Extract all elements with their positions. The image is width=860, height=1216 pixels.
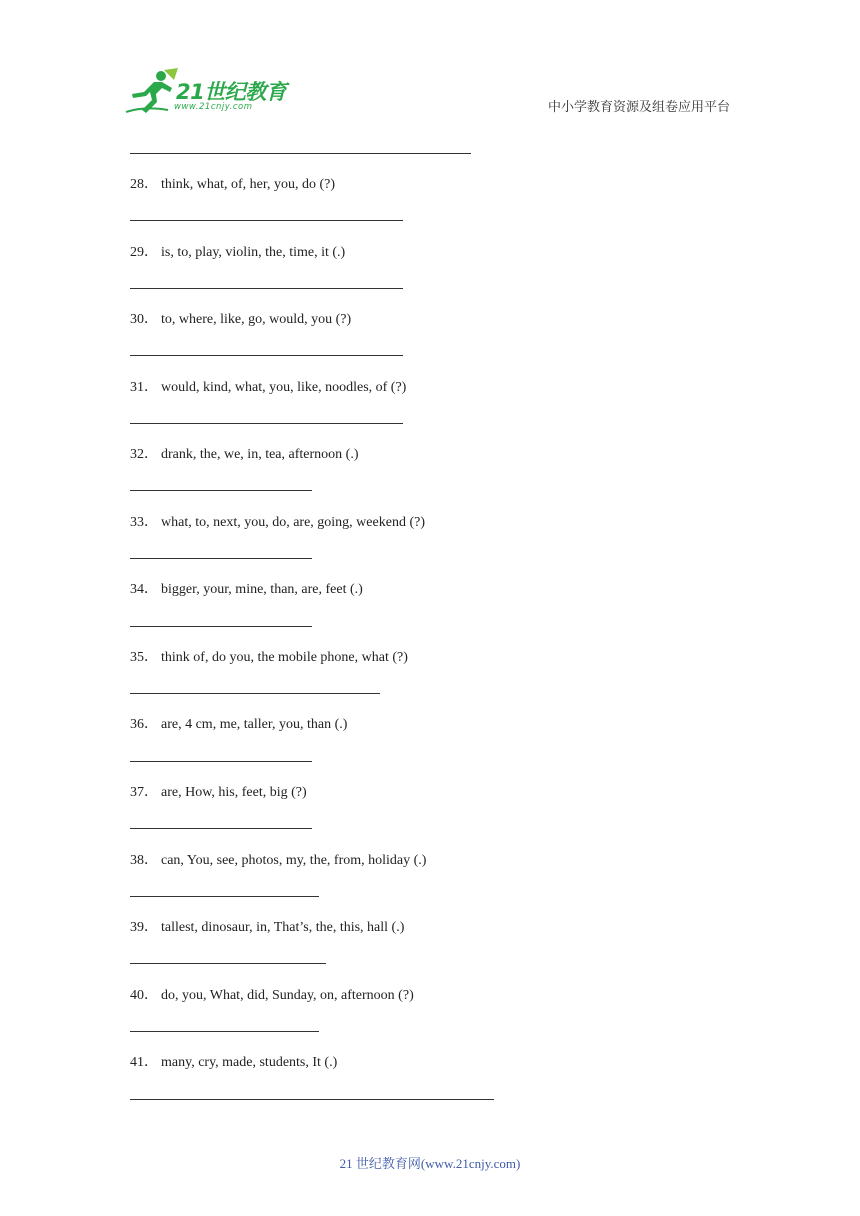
question-28	[130, 173, 335, 193]
question-number: 41．	[130, 1055, 158, 1070]
site-logo[interactable]	[124, 68, 294, 116]
question-number: 34．	[130, 582, 158, 597]
answer-line	[130, 153, 471, 154]
question-text: can, You, see, photos, my, the, from, holiday (.)	[161, 853, 427, 868]
question-number: 40．	[130, 988, 158, 1003]
question-38	[130, 849, 426, 869]
answer-line	[130, 558, 312, 559]
question-text: to, where, like, go, would, you (?)	[161, 312, 352, 327]
question-number: 38．	[130, 853, 158, 868]
answer-line	[130, 355, 403, 356]
question-text: think of, do you, the mobile phone, what (?)	[161, 650, 408, 665]
platform-title: 中小学教育资源及组卷应用平台	[548, 100, 731, 115]
question-35	[130, 646, 408, 666]
answer-line	[130, 1099, 494, 1100]
answer-line	[130, 963, 326, 964]
question-number: 29．	[130, 245, 158, 260]
answer-line	[130, 423, 403, 424]
answer-line	[130, 693, 380, 694]
question-text: is, to, play, violin, the, time, it (.)	[161, 245, 346, 260]
question-33	[130, 511, 425, 531]
page-footer[interactable]: 21 世纪教育网(www.21cnjy.com)	[339, 1156, 521, 1171]
question-number: 32．	[130, 447, 158, 462]
question-32	[130, 443, 358, 463]
logo-name: 21世纪教育	[176, 80, 287, 104]
question-30	[130, 308, 351, 328]
question-text: are, 4 cm, me, taller, you, than (.)	[161, 717, 348, 732]
page-header	[0, 0, 860, 130]
question-number: 35．	[130, 650, 158, 665]
question-34	[130, 578, 363, 598]
question-number: 39．	[130, 920, 158, 935]
answer-line	[130, 828, 312, 829]
question-number: 28．	[130, 177, 158, 192]
answer-line	[130, 220, 403, 221]
question-text: tallest, dinosaur, in, That’s, the, this, hall (.)	[161, 920, 405, 935]
answer-line	[130, 761, 312, 762]
question-40	[130, 984, 414, 1004]
question-text: think, what, of, her, you, do (?)	[161, 177, 336, 192]
question-number: 37．	[130, 785, 158, 800]
question-number: 33．	[130, 515, 158, 530]
question-text: what, to, next, you, do, are, going, weekend (?)	[161, 515, 425, 530]
question-29	[130, 241, 345, 261]
answer-line	[130, 626, 312, 627]
question-39	[130, 916, 404, 936]
question-number: 31．	[130, 380, 158, 395]
question-31	[130, 376, 406, 396]
answer-line	[130, 896, 319, 897]
question-37	[130, 781, 307, 801]
question-text: are, How, his, feet, big (?)	[161, 785, 307, 800]
answer-line	[130, 1031, 319, 1032]
question-text: bigger, your, mine, than, are, feet (.)	[161, 582, 363, 597]
question-text: many, cry, made, students, It (.)	[161, 1055, 338, 1070]
question-number: 30．	[130, 312, 158, 327]
question-text: drank, the, we, in, tea, afternoon (.)	[161, 447, 359, 462]
question-36	[130, 713, 347, 733]
question-text: would, kind, what, you, like, noodles, of (?)	[161, 380, 407, 395]
runner-logo-icon	[124, 68, 180, 116]
logo-url: www.21cnjy.com	[174, 102, 253, 112]
answer-line	[130, 288, 403, 289]
question-41	[130, 1051, 337, 1071]
question-text: do, you, What, did, Sunday, on, afternoon (?)	[161, 988, 414, 1003]
answer-line	[130, 490, 312, 491]
question-number: 36．	[130, 717, 158, 732]
